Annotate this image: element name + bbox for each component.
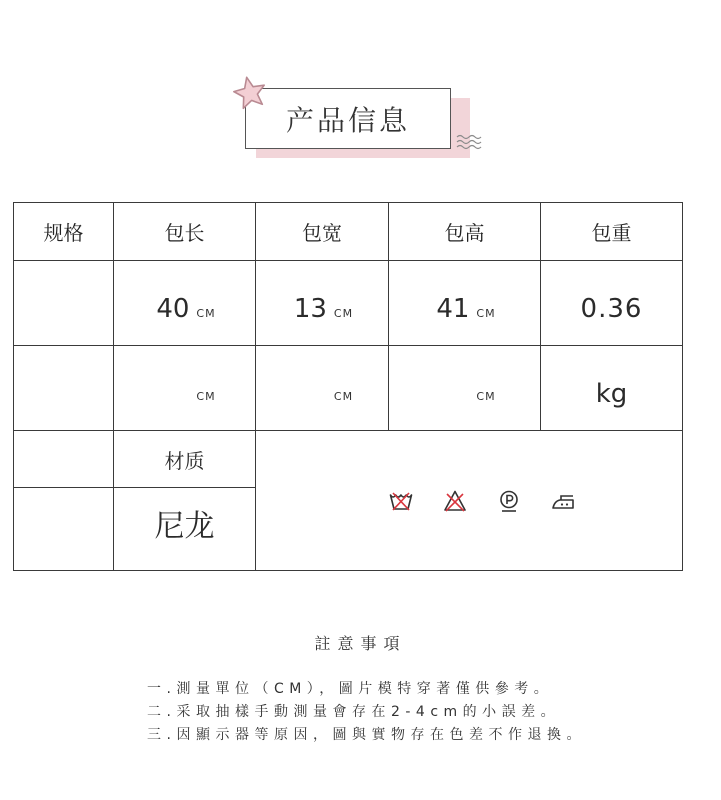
table-row bbox=[14, 261, 683, 346]
width-cell bbox=[256, 346, 389, 431]
height-value: 41 bbox=[436, 294, 470, 324]
page-title: 产品信息 bbox=[285, 103, 410, 137]
care-icons-cell bbox=[256, 431, 683, 571]
header-height: 包高 bbox=[389, 203, 541, 261]
height-cell bbox=[389, 261, 541, 346]
height-cell bbox=[389, 346, 541, 431]
material-label: 材质 bbox=[114, 431, 256, 488]
iron-icon bbox=[551, 489, 575, 513]
table-row bbox=[14, 346, 683, 431]
header-spec: 规格 bbox=[14, 203, 114, 261]
weight-cell bbox=[541, 261, 683, 346]
width-value: 13 bbox=[293, 294, 327, 324]
wave-icon bbox=[456, 134, 482, 150]
weight-value: 0.36 bbox=[580, 294, 643, 324]
length-cell bbox=[114, 261, 256, 346]
length-value: 40 bbox=[156, 294, 190, 324]
header-width: 包宽 bbox=[256, 203, 389, 261]
note-item: 一.測量單位（CM），圖片模特穿著僅供參考。 bbox=[147, 681, 554, 697]
header-length: 包长 bbox=[114, 203, 256, 261]
length-unit: CM bbox=[196, 307, 216, 320]
title-box bbox=[245, 88, 451, 149]
spec-cell bbox=[14, 261, 114, 346]
material-value: 尼龙 bbox=[114, 488, 256, 571]
note-item: 二.采取抽樣手動測量會存在2-4cm的小誤差。 bbox=[147, 704, 561, 720]
length-unit: CM bbox=[196, 389, 216, 403]
table-header-row bbox=[14, 203, 683, 261]
width-unit: CM bbox=[333, 389, 354, 403]
care-icons bbox=[256, 489, 682, 513]
width-unit: CM bbox=[333, 307, 354, 320]
height-unit: CM bbox=[476, 389, 496, 403]
notes-title: 註意事項 bbox=[314, 634, 407, 653]
spec-cell bbox=[14, 346, 114, 431]
height-unit: CM bbox=[476, 307, 496, 320]
weight-cell bbox=[541, 346, 683, 431]
width-cell bbox=[256, 261, 389, 346]
no-wash-icon bbox=[389, 489, 413, 513]
length-cell bbox=[114, 346, 256, 431]
note-item: 三.因顯示器等原因，圖與實物存在色差不作退換。 bbox=[147, 727, 586, 743]
spec-cell bbox=[14, 488, 114, 571]
spec-cell bbox=[14, 431, 114, 488]
header-weight: 包重 bbox=[541, 203, 683, 261]
weight-unit: kg bbox=[595, 379, 628, 409]
material-label-row bbox=[14, 431, 683, 488]
spec-table bbox=[13, 202, 683, 571]
dry-clean-icon bbox=[497, 489, 521, 513]
star-icon bbox=[232, 75, 268, 111]
no-bleach-icon bbox=[443, 489, 467, 513]
